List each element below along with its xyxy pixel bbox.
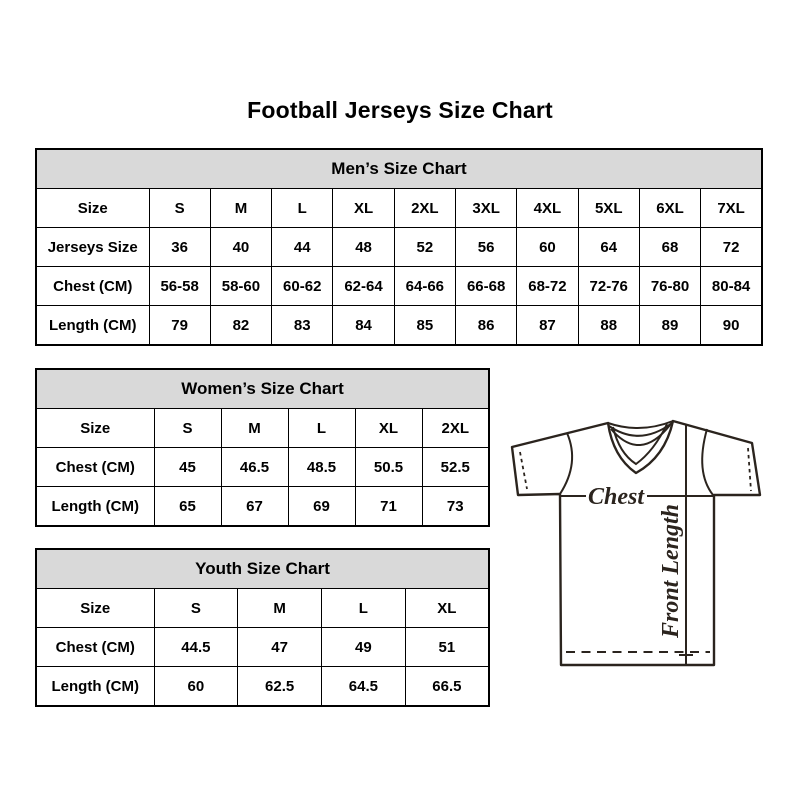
row-label-cell: Chest (CM) — [36, 448, 154, 487]
value-cell: XL — [333, 189, 394, 228]
page-title: Football Jerseys Size Chart — [247, 97, 553, 123]
value-cell: 48.5 — [288, 448, 355, 487]
collar-arc-outer — [608, 421, 673, 428]
womens-table-body — [36, 409, 489, 527]
value-cell: 82 — [210, 306, 271, 346]
value-cell: 2XL — [394, 189, 455, 228]
value-cell: 50.5 — [355, 448, 422, 487]
womens-table-title: Women’s Size Chart — [36, 369, 489, 409]
womens-size-table — [35, 368, 490, 527]
value-cell: 60-62 — [272, 267, 333, 306]
row-label-cell: Length (CM) — [36, 487, 154, 527]
mens-table-header-band — [36, 149, 762, 189]
table-row — [36, 628, 489, 667]
youth-size-table — [35, 548, 490, 707]
youth-table-header-band — [36, 549, 489, 589]
table-row — [36, 189, 762, 228]
value-cell: 65 — [154, 487, 221, 527]
value-cell: M — [221, 409, 288, 448]
value-cell: 51 — [405, 628, 489, 667]
row-label-cell: Size — [36, 189, 149, 228]
value-cell: 49 — [322, 628, 406, 667]
table-row — [36, 267, 762, 306]
chest-measure-label: Chest — [587, 484, 645, 510]
value-cell: S — [154, 409, 221, 448]
value-cell: 64 — [578, 228, 639, 267]
table-row — [36, 409, 489, 448]
table-row — [36, 589, 489, 628]
value-cell: 84 — [333, 306, 394, 346]
value-cell: 6XL — [639, 189, 700, 228]
table-row — [36, 487, 489, 527]
value-cell: 76-80 — [639, 267, 700, 306]
value-cell: 52 — [394, 228, 455, 267]
value-cell: 64-66 — [394, 267, 455, 306]
table-band-row — [36, 549, 489, 589]
youth-table-title: Youth Size Chart — [36, 549, 489, 589]
value-cell: 62-64 — [333, 267, 394, 306]
value-cell: S — [154, 589, 238, 628]
value-cell: 66-68 — [455, 267, 516, 306]
value-cell: 47 — [238, 628, 322, 667]
row-label-cell: Chest (CM) — [36, 628, 154, 667]
value-cell: XL — [355, 409, 422, 448]
jersey-outline — [512, 421, 760, 665]
row-label-cell: Length (CM) — [36, 667, 154, 707]
value-cell: 69 — [288, 487, 355, 527]
value-cell: 68-72 — [517, 267, 578, 306]
value-cell: 4XL — [517, 189, 578, 228]
value-cell: L — [272, 189, 333, 228]
value-cell: 52.5 — [422, 448, 489, 487]
value-cell: XL — [405, 589, 489, 628]
mens-size-table — [35, 148, 763, 346]
value-cell: 60 — [517, 228, 578, 267]
value-cell: 64.5 — [322, 667, 406, 707]
value-cell: 86 — [455, 306, 516, 346]
front-length-measure-label: Front Length — [658, 503, 684, 639]
table-row — [36, 228, 762, 267]
jersey-measurement-diagram — [500, 408, 770, 680]
value-cell: 80-84 — [701, 267, 762, 306]
table-row — [36, 667, 489, 707]
value-cell: 44.5 — [154, 628, 238, 667]
youth-table-body — [36, 589, 489, 707]
value-cell: 66.5 — [405, 667, 489, 707]
value-cell: 60 — [154, 667, 238, 707]
value-cell: 46.5 — [221, 448, 288, 487]
row-label-cell: Size — [36, 589, 154, 628]
value-cell: M — [210, 189, 271, 228]
value-cell: 67 — [221, 487, 288, 527]
value-cell: 36 — [149, 228, 210, 267]
table-row — [36, 448, 489, 487]
table-band-row — [36, 149, 762, 189]
value-cell: 89 — [639, 306, 700, 346]
value-cell: M — [238, 589, 322, 628]
value-cell: 62.5 — [238, 667, 322, 707]
row-label-cell: Size — [36, 409, 154, 448]
value-cell: 71 — [355, 487, 422, 527]
value-cell: 45 — [154, 448, 221, 487]
row-label-cell: Chest (CM) — [36, 267, 149, 306]
value-cell: 2XL — [422, 409, 489, 448]
value-cell: 40 — [210, 228, 271, 267]
value-cell: 85 — [394, 306, 455, 346]
value-cell: 44 — [272, 228, 333, 267]
table-band-row — [36, 369, 489, 409]
mens-table-title: Men’s Size Chart — [36, 149, 762, 189]
value-cell: 3XL — [455, 189, 516, 228]
value-cell: L — [288, 409, 355, 448]
value-cell: 79 — [149, 306, 210, 346]
value-cell: S — [149, 189, 210, 228]
jersey-diagram-svg — [500, 408, 770, 680]
value-cell: 48 — [333, 228, 394, 267]
value-cell: 73 — [422, 487, 489, 527]
value-cell: 72-76 — [578, 267, 639, 306]
mens-table-body — [36, 189, 762, 346]
value-cell: 56 — [455, 228, 516, 267]
value-cell: 72 — [701, 228, 762, 267]
table-row — [36, 306, 762, 346]
value-cell: 87 — [517, 306, 578, 346]
womens-table-header-band — [36, 369, 489, 409]
value-cell: 5XL — [578, 189, 639, 228]
value-cell: 88 — [578, 306, 639, 346]
value-cell: 58-60 — [210, 267, 271, 306]
value-cell: L — [322, 589, 406, 628]
row-label-cell: Length (CM) — [36, 306, 149, 346]
row-label-cell: Jerseys Size — [36, 228, 149, 267]
value-cell: 7XL — [701, 189, 762, 228]
value-cell: 56-58 — [149, 267, 210, 306]
value-cell: 90 — [701, 306, 762, 346]
value-cell: 83 — [272, 306, 333, 346]
value-cell: 68 — [639, 228, 700, 267]
